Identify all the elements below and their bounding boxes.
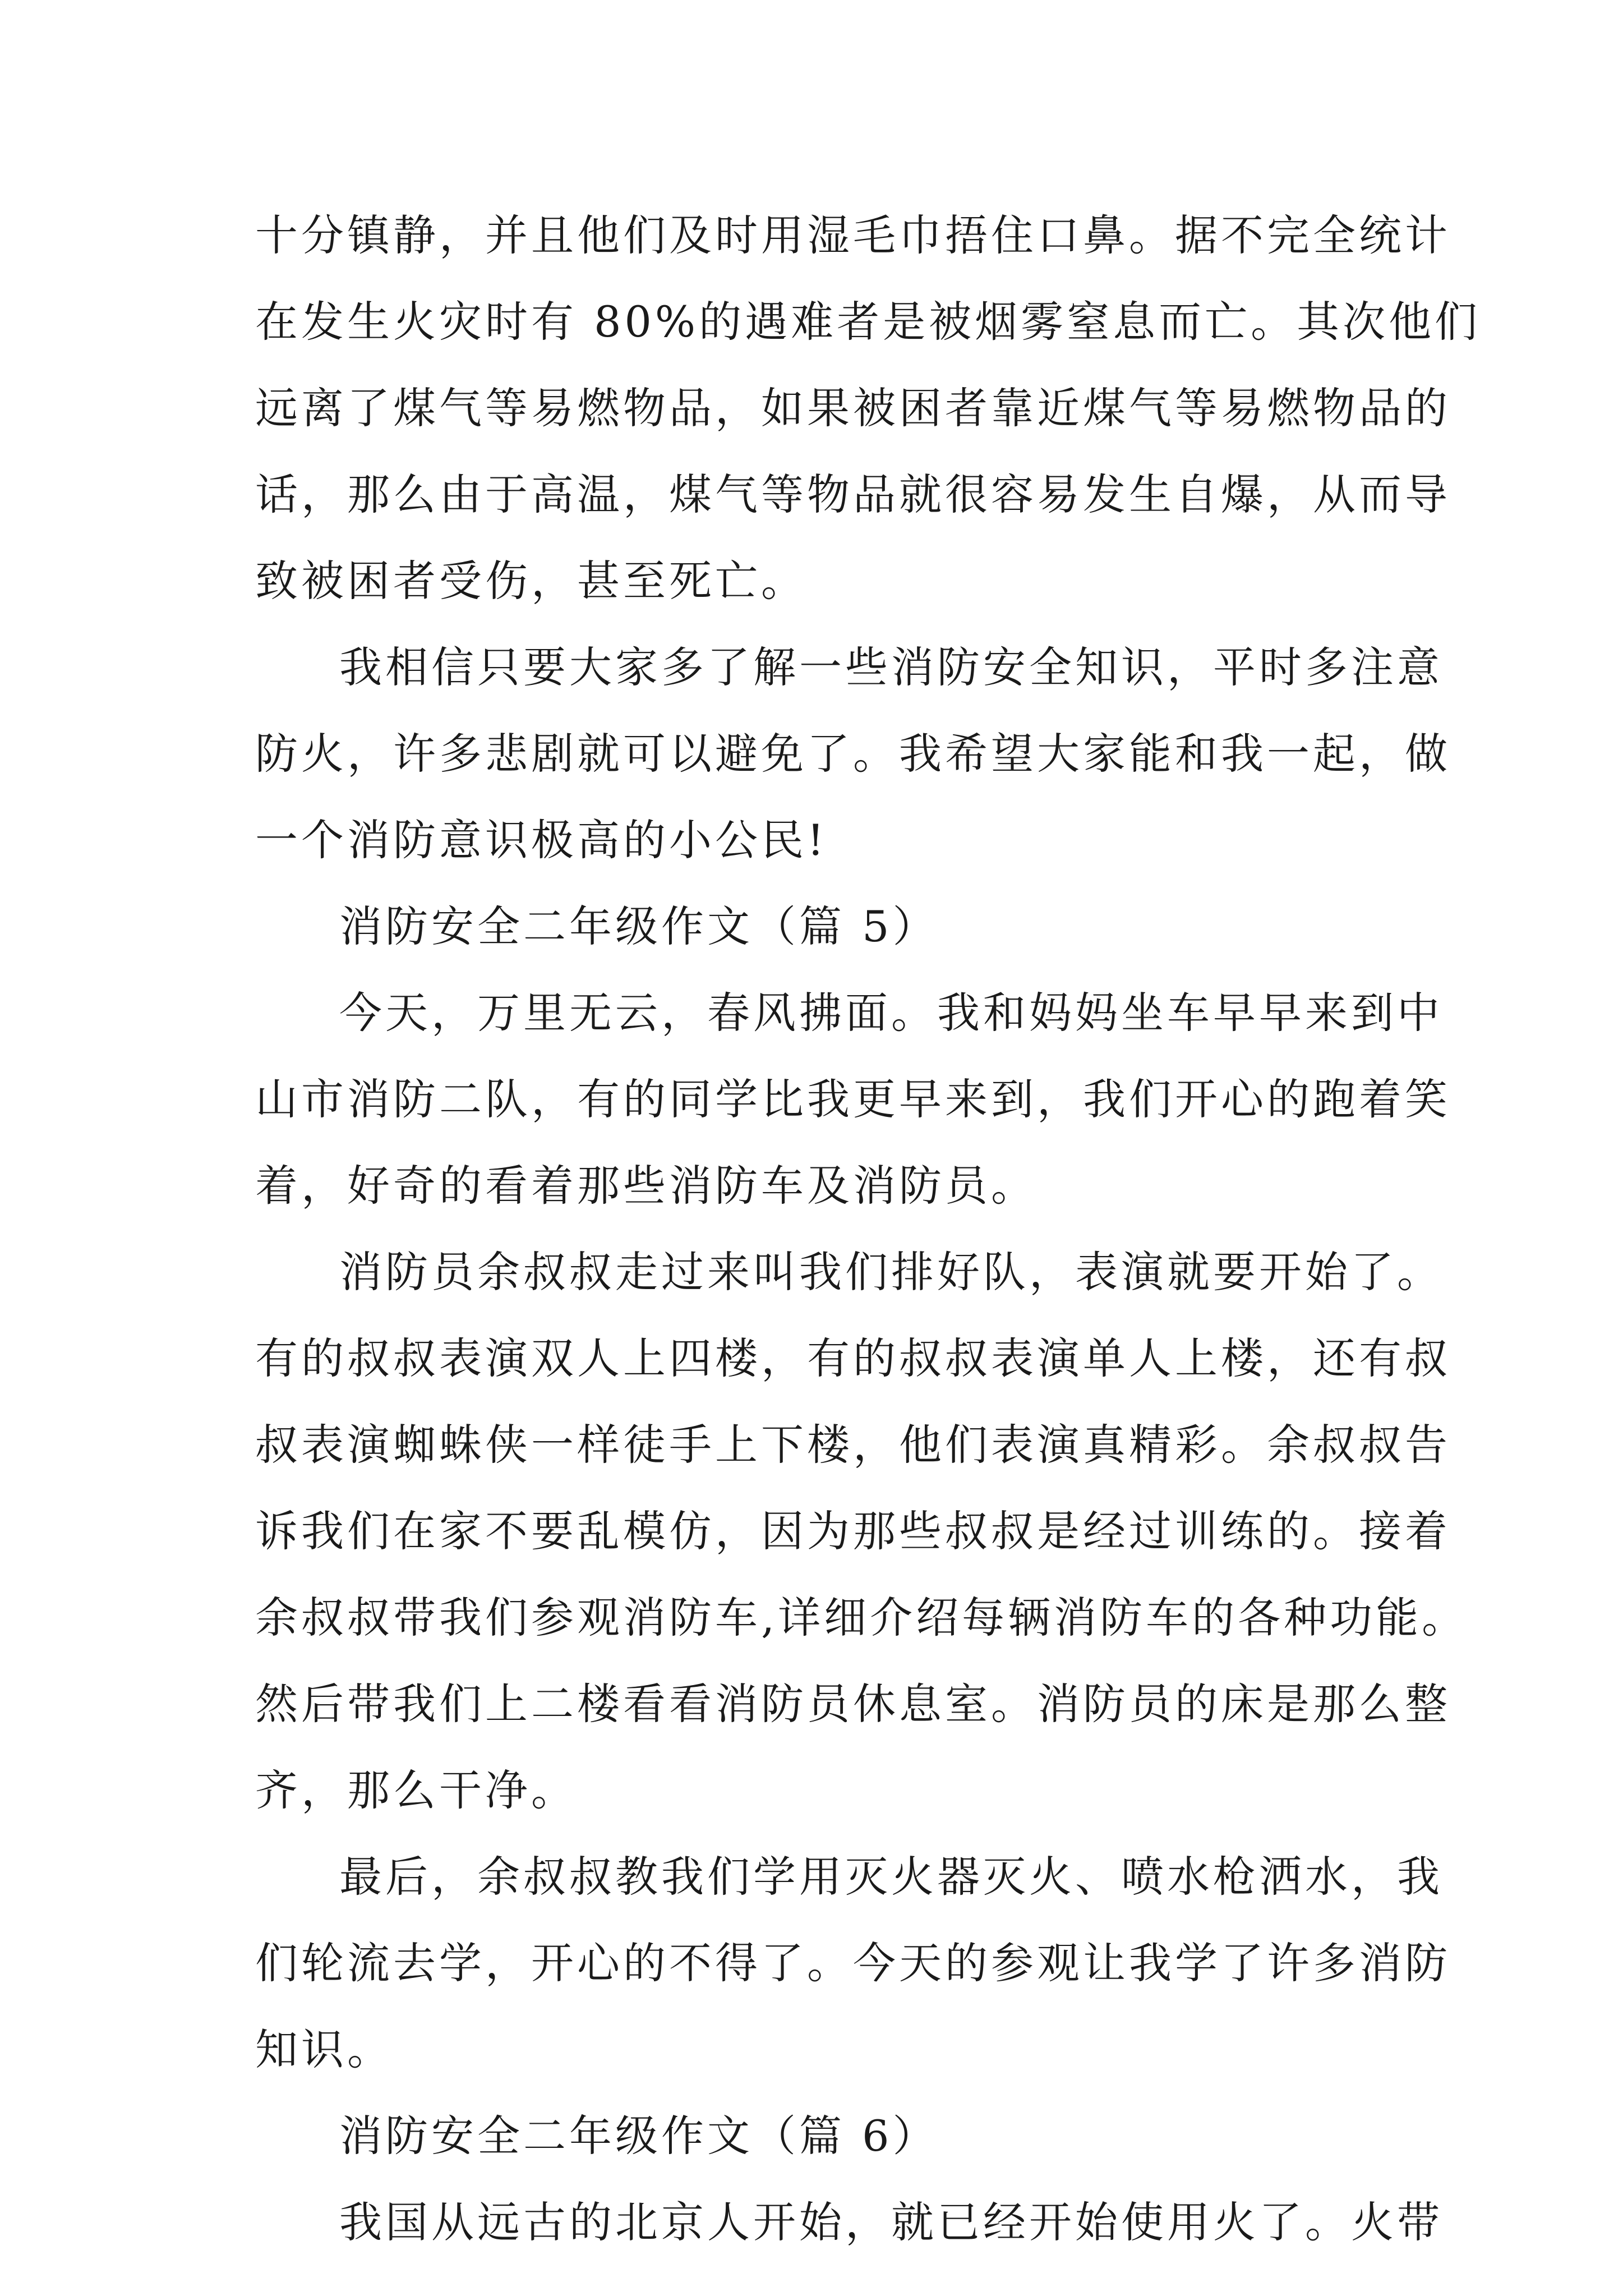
- paragraph-line: 我相信只要大家多了解一些消防安全知识，平时多注意: [339, 642, 1443, 692]
- paragraph-line: 知识。: [255, 2024, 393, 2074]
- section-heading: 消防安全二年级作文（篇 5）: [339, 901, 939, 951]
- paragraph-line: 在发生火灾时有 80%的遇难者是被烟雾窒息而亡。其次他们: [255, 297, 1481, 347]
- paragraph-line: 叔表演蜘蛛侠一样徒手上下楼，他们表演真精彩。余叔叔告: [255, 1420, 1451, 1470]
- paragraph-line: 话，那么由于高温，煤气等物品就很容易发生自爆，从而导: [255, 470, 1451, 519]
- paragraph-line: 们轮流去学，开心的不得了。今天的参观让我学了许多消防: [255, 1938, 1451, 1988]
- paragraph-line: 然后带我们上二楼看看消防员休息室。消防员的床是那么整: [255, 1679, 1451, 1729]
- paragraph-line: 诉我们在家不要乱模仿，因为那些叔叔是经过训练的。接着: [255, 1506, 1451, 1556]
- paragraph-line: 一个消防意识极高的小公民!: [255, 815, 828, 865]
- paragraph-line: 有的叔叔表演双人上四楼，有的叔叔表演单人上楼，还有叔: [255, 1333, 1451, 1383]
- paragraph-line: 山市消防二队，有的同学比我更早来到，我们开心的跑着笑: [255, 1074, 1451, 1124]
- paragraph-line: 着，好奇的看着那些消防车及消防员。: [255, 1161, 1037, 1211]
- paragraph-line: 最后，余叔叔教我们学用灭火器灭火、喷水枪洒水，我: [339, 1852, 1443, 1902]
- paragraph-line: 防火，许多悲剧就可以避免了。我希望大家能和我一起，做: [255, 729, 1451, 779]
- paragraph-line: 余叔叔带我们参观消防车,详细介绍每辆消防车的各种功能。: [255, 1593, 1468, 1642]
- paragraph-line: 十分镇静，并且他们及时用湿毛巾捂住口鼻。据不完全统计: [255, 210, 1451, 260]
- paragraph-line: 齐，那么干净。: [255, 1765, 577, 1815]
- paragraph-line: 消防员余叔叔走过来叫我们排好队，表演就要开始了。: [339, 1247, 1443, 1297]
- paragraph-line: 致被困者受伤，甚至死亡。: [255, 556, 807, 606]
- paragraph-line: 我国从远古的北京人开始，就已经开始使用火了。火带: [339, 2197, 1443, 2247]
- paragraph-line: 远离了煤气等易燃物品，如果被困者靠近煤气等易燃物品的: [255, 383, 1451, 433]
- paragraph-line: 今天，万里无云，春风拂面。我和妈妈坐车早早来到中: [339, 988, 1443, 1038]
- section-heading: 消防安全二年级作文（篇 6）: [339, 2111, 939, 2161]
